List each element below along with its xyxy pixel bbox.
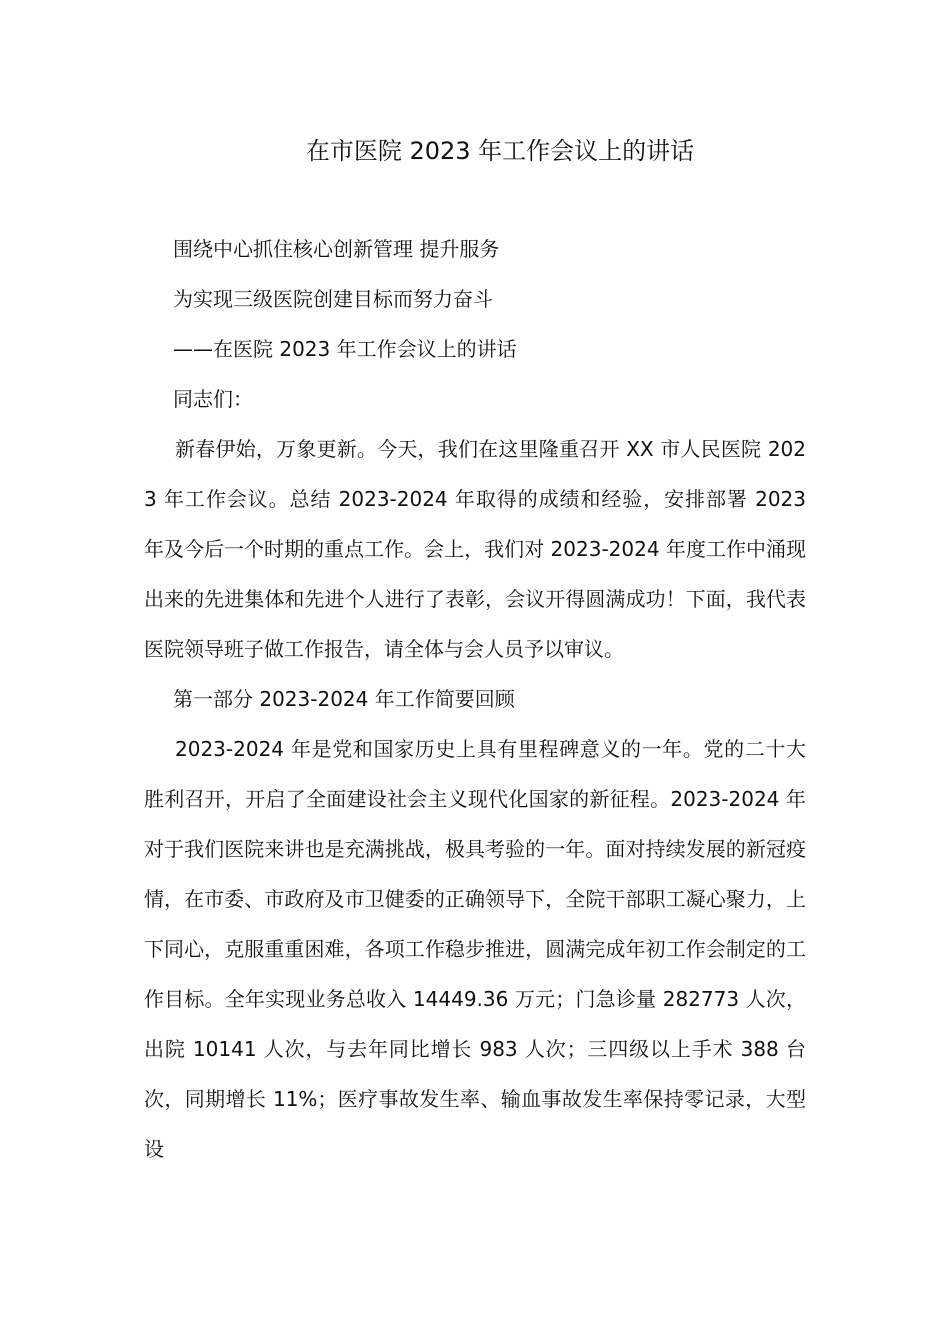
body-paragraph-review: 2023-2024 年是党和国家历史上具有里程碑意义的一年。党的二十大胜利召开，开启了全面建设社会主义现代化国家的新征程。2023-2024 年对于我们医院来讲也是充满挑战，极具考验的一年。面对持续发展的新冠疫情，在市委、市政府及市卫健委的正确领导下，全院干部职工凝心聚力，上下同心，克服重重困难，各项工作稳步推进，圆满完成年初工作会制定的工作目标。全年实现业务总收入 14449.36 万元；门急诊量 282773 人次，出院 10141 人次，与去年同比增长 983 人次；三四级以上手术 388 台次，同期增长 11%；医疗事故发生率、输血事故发生率保持零记录，大型设 <box>144 737 806 1161</box>
subtitle-line-2: 为实现三级医院创建目标而努力奋斗 <box>173 287 493 311</box>
body-paragraph-opening: 新春伊始，万象更新。今天，我们在这里隆重召开 XX 市人民医院 2023 年工作会议。总结 2023-2024 年取得的成绩和经验，安排部署 2023 年及今后一个时期的重点工作。会上，我们对 2023-2024 年度工作中涌现出来的先进集体和先进个人进行了表彰，会议开得圆满成功！下面，我代表医院领导班子做工作报告，请全体与会人员予以审议。 <box>144 437 806 661</box>
document-title: 在市医院 2023 年工作会议上的讲话 <box>305 137 695 165</box>
section-heading-part-one: 第一部分 2023-2024 年工作简要回顾 <box>173 687 515 711</box>
document-body <box>144 224 806 1174</box>
salutation: 同志们： <box>173 387 253 411</box>
subtitle-line-1: 围绕中心抓住核心创新管理 提升服务 <box>173 237 500 261</box>
subtitle-line-3: ——在医院 2023 年工作会议上的讲话 <box>173 337 517 361</box>
